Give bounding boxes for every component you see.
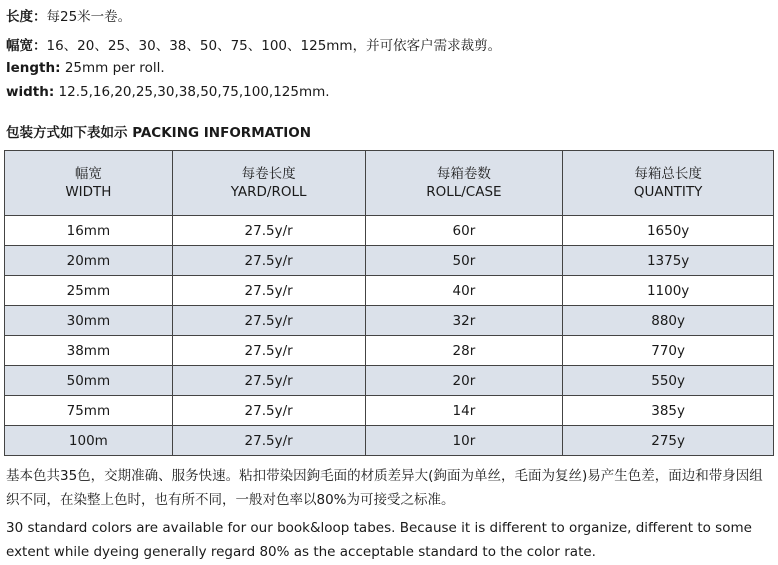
cell-quantity: 880y [563,306,774,336]
header-width [5,151,173,216]
header-quantity [563,151,774,216]
table-row [5,366,774,396]
cell-roll-case: 60r [365,216,563,246]
cell-quantity: 385y [563,396,774,426]
cell-quantity: 1650y [563,216,774,246]
table-row [5,306,774,336]
table-row [5,426,774,456]
cell-quantity: 1375y [563,246,774,276]
header-en: ROLL/CASE [426,184,502,200]
length-en-value: 25mm per roll. [60,60,165,76]
width-cn-line [6,34,501,54]
cell-quantity: 550y [563,366,774,396]
cell-width: 38mm [5,336,173,366]
length-cn-label: 长度： [6,9,47,25]
table-header-row [5,151,774,216]
packing-table [4,150,774,456]
cell-quantity: 1100y [563,276,774,306]
header-en: QUANTITY [633,184,703,200]
cell-roll-case: 14r [365,396,563,426]
cell-width: 50mm [5,366,173,396]
width-en-line [6,84,330,100]
cell-roll-case: 20r [365,366,563,396]
cell-width: 100m [5,426,173,456]
table-row [5,276,774,306]
cell-roll-case: 10r [365,426,563,456]
cell-yard-roll: 27.5y/r [172,366,365,396]
cell-roll-case: 28r [365,336,563,366]
cell-yard-roll: 27.5y/r [172,336,365,366]
cell-yard-roll: 27.5y/r [172,306,365,336]
color-note-cn: 基本色共35色，交期准确、服务快速。粘扣带染因鉤毛面的材质差异大(鉤面为单丝，毛面为复丝)易产生色差，面边和带身因组织不同，在染整上色时，也有所不同，一般对色率以80%为可接受之标准。 [6,468,763,508]
width-en-label: width: [6,84,55,100]
cell-yard-roll: 27.5y/r [172,426,365,456]
cell-quantity: 275y [563,426,774,456]
cell-quantity: 770y [563,336,774,366]
table-row [5,396,774,426]
cell-yard-roll: 27.5y/r [172,246,365,276]
header-yard-roll [172,151,365,216]
header-cn: 每箱总长度 [634,166,702,182]
cell-width: 30mm [5,306,173,336]
length-cn-line [6,5,131,25]
header-cn: 每箱卷数 [436,166,491,182]
header-en: YARD/ROLL [230,184,307,200]
packing-heading: 包装方式如下表如示 PACKING INFORMATION [6,125,312,141]
length-cn-value: 每25米一卷。 [46,9,132,25]
width-cn-value: 16、20、25、30、38、50、75、100、125mm，并可依客户需求裁剪。 [46,38,502,54]
cell-width: 20mm [5,246,173,276]
width-cn-label: 幅宽： [6,38,47,54]
cell-roll-case: 32r [365,306,563,336]
cell-yard-roll: 27.5y/r [172,396,365,426]
cell-yard-roll: 27.5y/r [172,216,365,246]
header-cn: 每卷长度 [241,166,296,182]
cell-width: 16mm [5,216,173,246]
header-cn: 幅宽 [74,166,102,182]
color-note-en: 30 standard colors are available for our book&loop tabes. Because it is different to organize, different to some extent while dyeing generally regard 80% as the acceptable standard to the color rate. [6,520,752,560]
cell-roll-case: 40r [365,276,563,306]
cell-width: 25mm [5,276,173,306]
length-en-label: length: [6,60,61,76]
header-roll-case [365,151,563,216]
table-row [5,336,774,366]
length-en-line [6,60,165,76]
header-en: WIDTH [65,184,112,200]
cell-roll-case: 50r [365,246,563,276]
cell-width: 75mm [5,396,173,426]
table-row [5,216,774,246]
table-row [5,246,774,276]
width-en-value: 12.5,16,20,25,30,38,50,75,100,125mm. [54,84,330,100]
cell-yard-roll: 27.5y/r [172,276,365,306]
